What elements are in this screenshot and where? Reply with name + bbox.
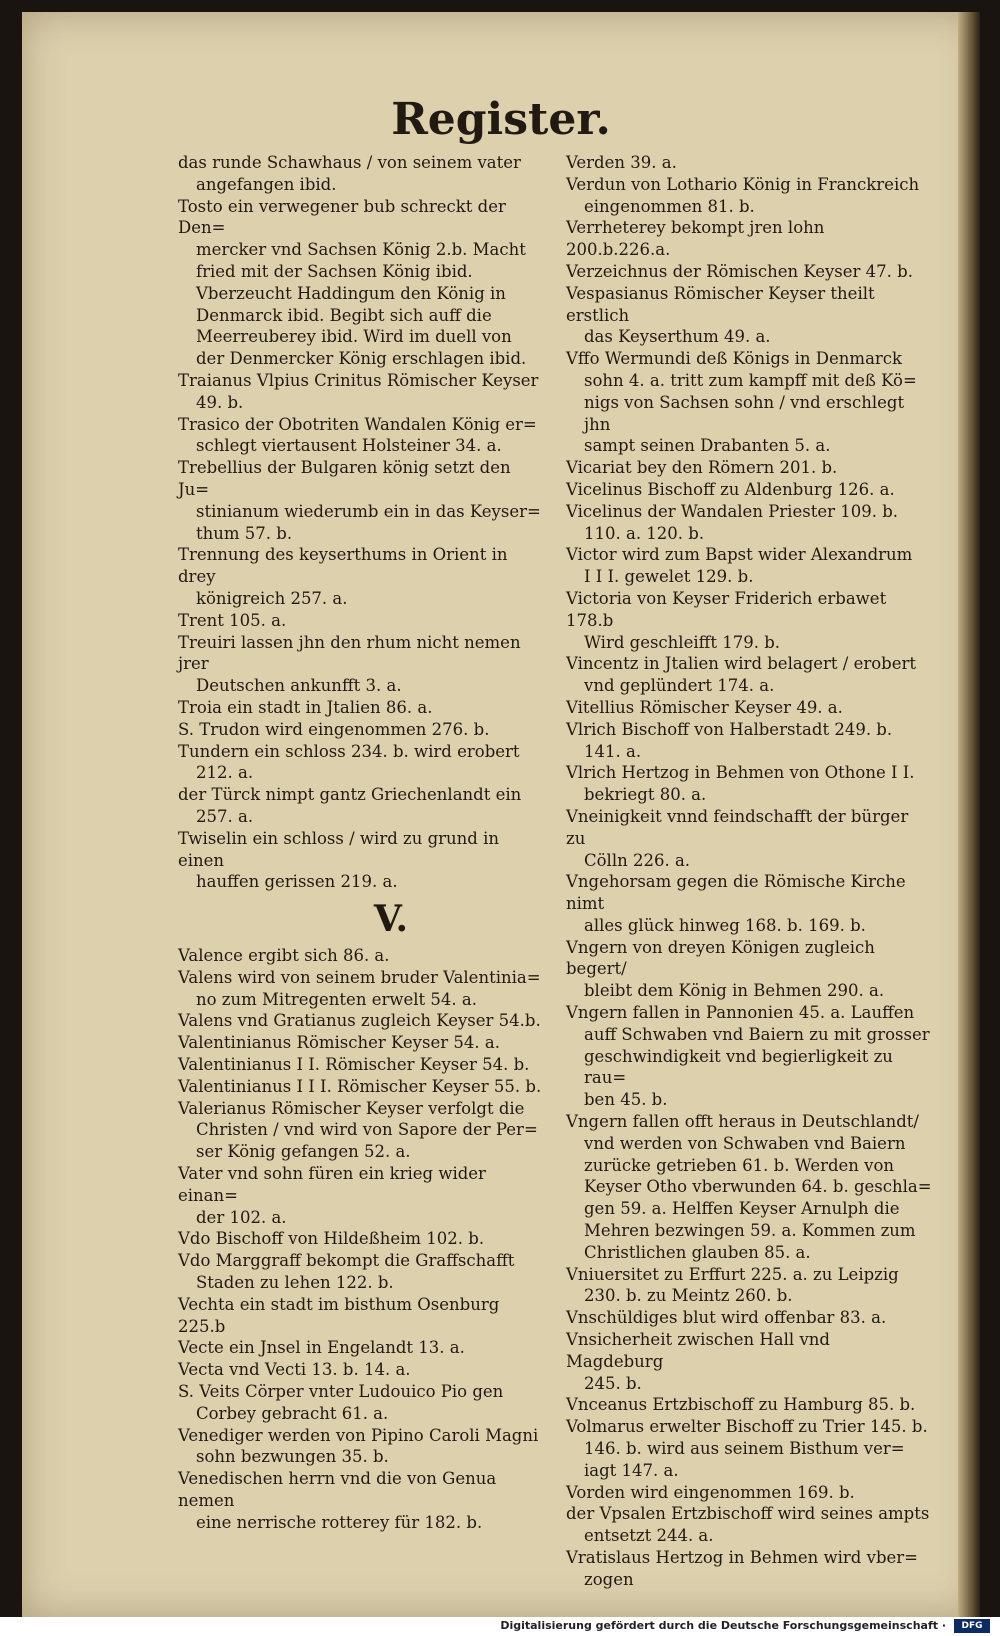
index-line: fried mit der Sachsen König ibid. [196, 261, 473, 281]
index-line: 230. b. zu Meintz 260. b. [584, 1286, 793, 1306]
index-line: Mehren bezwingen 59. a. Kommen zum [584, 1221, 916, 1241]
index-line: schlegt viertausent Holsteiner 34. a. [196, 436, 502, 456]
index-line: Trasico der Obotriten Wandalen König er= [178, 414, 537, 434]
index-line: Valentinianus I I I. Römischer Keyser 55. b. [178, 1076, 542, 1096]
book-spine [958, 12, 980, 1617]
index-line: gen 59. a. Helffen Keyser Arnulph die [584, 1199, 900, 1219]
index-entry [566, 653, 932, 697]
index-line: Christen / vnd wird von Sapore der Per= [196, 1120, 538, 1140]
index-entry [178, 967, 544, 1011]
index-line: der Vpsalen Ertzbischoff wird seines ampts [566, 1504, 930, 1524]
index-line: Vnschüldiges blut wird offenbar 83. a. [566, 1308, 887, 1328]
index-entry [178, 1294, 544, 1338]
index-entry [178, 1163, 544, 1228]
index-line: Wird geschleifft 179. b. [584, 632, 781, 652]
footer-credit: Digitalisierung gefördert durch die Deutsche Forschungsgemeinschaft · [500, 1619, 946, 1632]
index-entry [178, 1425, 544, 1469]
footer-bar [0, 1617, 1000, 1636]
dfg-logo: DFG [954, 1619, 990, 1633]
index-line: Victoria von Keyser Friderich erbawet 178.b [566, 588, 887, 630]
index-line: thum 57. b. [196, 523, 293, 543]
index-entry [566, 174, 932, 218]
index-line: 110. a. 120. b. [584, 523, 705, 543]
index-line: Tosto ein verwegener bub schreckt der Den= [178, 196, 506, 238]
index-line: der 102. a. [196, 1207, 287, 1227]
index-line: Victor wird zum Bapst wider Alexandrum [566, 545, 913, 565]
index-entry [178, 414, 544, 458]
index-entry [178, 1098, 544, 1163]
index-line: Vechta ein stadt im bisthum Osenburg 225.b [178, 1294, 500, 1336]
index-entry [178, 1076, 544, 1098]
index-line: 245. b. [584, 1373, 642, 1393]
index-line: geschwindigkeit vnd begierligkeit zu rau= [584, 1046, 893, 1088]
index-entry [178, 544, 544, 609]
index-entry [566, 1002, 932, 1111]
index-line: 141. a. [584, 741, 642, 761]
index-line: Corbey gebracht 61. a. [196, 1403, 389, 1423]
index-entry [178, 610, 544, 632]
index-line: auff Schwaben vnd Baiern zu mit grosser [584, 1024, 930, 1044]
index-entry [178, 1468, 544, 1533]
page-title: Register. [391, 94, 611, 145]
index-entry [566, 762, 932, 806]
index-line: Deutschen ankunfft 3. a. [196, 676, 402, 696]
index-entry [566, 937, 932, 1002]
index-line: Vnceanus Ertzbischoff zu Hamburg 85. b. [566, 1395, 916, 1415]
index-entry [566, 479, 932, 501]
index-line: Vdo Bischoff von Hildeßheim 102. b. [178, 1229, 485, 1249]
index-line: Vlrich Bischoff von Halberstadt 249. b. [566, 719, 893, 739]
index-line: Christlichen glauben 85. a. [584, 1242, 811, 1262]
index-entry [178, 719, 544, 741]
index-entry [178, 152, 544, 196]
index-line: Trennung des keyserthums in Orient in drey [178, 545, 508, 587]
index-line: Cölln 226. a. [584, 850, 691, 870]
index-entry [178, 457, 544, 544]
index-line: S. Trudon wird eingenommen 276. b. [178, 719, 490, 739]
index-entry [566, 1329, 932, 1394]
index-line: sohn 4. a. tritt zum kampff mit deß Kö= [584, 370, 917, 390]
index-line: Vincentz in Jtalien wird belagert / erobert [566, 654, 917, 674]
index-entry [178, 1010, 544, 1032]
index-entry [566, 152, 932, 174]
index-line: Vngern von dreyen Königen zugleich begert/ [566, 937, 875, 979]
index-entry [178, 1359, 544, 1381]
index-line: das Keyserthum 49. a. [584, 327, 771, 347]
index-line: Meerreuberey ibid. Wird im duell von [196, 327, 512, 347]
index-line: eingenommen 81. b. [584, 196, 755, 216]
index-line: bekriegt 80. a. [584, 785, 707, 805]
index-line: Trent 105. a. [178, 610, 287, 630]
index-entry [178, 1337, 544, 1359]
index-line: Vicariat bey den Römern 201. b. [566, 458, 838, 478]
index-entry [566, 1482, 932, 1504]
index-line: nigs von Sachsen sohn / vnd erschlegt jhn [584, 392, 905, 434]
index-entry [566, 217, 932, 261]
index-entry [566, 544, 932, 588]
index-line: sohn bezwungen 35. b. [196, 1447, 389, 1467]
index-line: Staden zu lehen 122. b. [196, 1273, 394, 1293]
index-line: mercker vnd Sachsen König 2.b. Macht [196, 240, 526, 260]
index-line: Valens wird von seinem bruder Valentinia= [178, 967, 541, 987]
index-entry [566, 1416, 932, 1481]
index-entry [178, 828, 544, 893]
index-entry [178, 1032, 544, 1054]
index-line: hauffen gerissen 219. a. [196, 872, 398, 892]
index-line: Twiselin ein schloss / wird zu grund in einen [178, 828, 499, 870]
left-column [178, 152, 544, 1534]
index-line: Valerianus Römischer Keyser verfolgt die [178, 1098, 525, 1118]
index-line: Valentinianus I I. Römischer Keyser 54. b. [178, 1055, 530, 1075]
index-entry [566, 457, 932, 479]
index-line: Vater vnd sohn füren ein krieg wider einan= [178, 1164, 486, 1205]
section-letter: V. [373, 898, 409, 941]
index-line: Venedischen herrn vnd die von Genua nemen [178, 1469, 497, 1511]
index-entry [178, 945, 544, 967]
index-line: no zum Mitregenten erwelt 54. a. [196, 989, 477, 1009]
index-entry [566, 697, 932, 719]
index-line: Verrheterey bekompt jren lohn 200.b.226.a. [566, 218, 825, 260]
index-line: der Denmercker König erschlagen ibid. [196, 349, 527, 369]
index-entry [566, 1111, 932, 1264]
index-line: Vngern fallen offt heraus in Deutschlandt/ [566, 1112, 919, 1132]
index-entry [566, 261, 932, 283]
index-line: Vngern fallen in Pannonien 45. a. Lauffen [566, 1003, 915, 1023]
index-entry [178, 632, 544, 697]
index-entry [566, 348, 932, 457]
index-entry [178, 1228, 544, 1250]
index-line: 257. a. [196, 806, 254, 826]
index-line: S. Veits Cörper vnter Ludouico Pio gen [178, 1382, 504, 1402]
index-line: vnd geplündert 174. a. [584, 676, 775, 696]
index-entry [178, 741, 544, 785]
index-line: Vberzeucht Haddingum den König in [196, 283, 506, 303]
index-line: Verden 39. a. [566, 153, 677, 172]
index-line: der Türck nimpt gantz Griechenlandt ein [178, 785, 522, 805]
index-line: 212. a. [196, 763, 254, 783]
index-line: iagt 147. a. [584, 1460, 679, 1480]
index-line: Vnsicherheit zwischen Hall vnd Magdeburg [566, 1330, 830, 1371]
index-line: Denmarck ibid. Begibt sich auff die [196, 305, 492, 325]
index-entry [178, 1054, 544, 1076]
index-line: Vniuersitet zu Erffurt 225. a. zu Leipzig [566, 1264, 899, 1284]
index-line: Valens vnd Gratianus zugleich Keyser 54.b. [178, 1011, 541, 1031]
index-line: angefangen ibid. [196, 174, 337, 194]
index-line: alles glück hinweg 168. b. 169. b. [584, 915, 866, 935]
index-entry [566, 1264, 932, 1308]
index-line: 49. b. [196, 392, 244, 412]
index-entry [566, 283, 932, 348]
index-line: eine nerrische rotterey für 182. b. [196, 1512, 483, 1532]
book-page [22, 12, 980, 1617]
index-line: entsetzt 244. a. [584, 1526, 714, 1546]
index-line: Tundern ein schloss 234. b. wird erobert [178, 741, 520, 761]
index-entry [178, 1381, 544, 1425]
index-line: Venediger werden von Pipino Caroli Magni [178, 1425, 539, 1445]
index-entry [566, 588, 932, 653]
right-column [566, 152, 932, 1591]
index-line: zurücke getrieben 61. b. Werden von [584, 1155, 895, 1175]
index-line: Vicelinus Bischoff zu Aldenburg 126. a. [566, 479, 895, 499]
index-line: 146. b. wird aus seinem Bisthum ver= [584, 1439, 905, 1459]
index-entry [178, 1250, 544, 1294]
index-line: Volmarus erwelter Bischoff zu Trier 145. b. [566, 1417, 928, 1437]
index-line: Vecta vnd Vecti 13. b. 14. a. [178, 1360, 411, 1380]
index-line: Verzeichnus der Römischen Keyser 47. b. [566, 261, 913, 281]
index-line: ben 45. b. [584, 1090, 668, 1110]
index-line: Troia ein stadt in Jtalien 86. a. [178, 697, 433, 717]
index-line: I I I. gewelet 129. b. [584, 567, 754, 587]
index-line: Vorden wird eingenommen 169. b. [566, 1482, 855, 1502]
index-line: Vngehorsam gegen die Römische Kirche nimt [566, 872, 906, 914]
index-line: Vratislaus Hertzog in Behmen wird vber= [566, 1548, 918, 1567]
index-line: zogen [584, 1569, 634, 1589]
index-line: Valence ergibt sich 86. a. [178, 946, 390, 966]
index-entry [178, 370, 544, 414]
index-line: Vicelinus der Wandalen Priester 109. b. [566, 501, 899, 521]
index-entry [566, 719, 932, 763]
index-line: Vecte ein Jnsel in Engelandt 13. a. [178, 1338, 465, 1358]
index-line: Vitellius Römischer Keyser 49. a. [566, 697, 843, 717]
index-line: Treuiri lassen jhn den rhum nicht nemen jrer [178, 632, 521, 674]
index-line: ser König gefangen 52. a. [196, 1142, 411, 1162]
index-line: bleibt dem König in Behmen 290. a. [584, 981, 885, 1001]
index-entry [566, 806, 932, 871]
index-line: das runde Schawhaus / von seinem vater [178, 153, 521, 172]
index-line: Vneinigkeit vnnd feindschafft der bürger zu [566, 806, 909, 848]
index-line: Vffo Wermundi deß Königs in Denmarck [566, 349, 903, 369]
index-line: stinianum wiederumb ein in das Keyser= [196, 501, 541, 521]
index-entry [566, 1307, 932, 1329]
index-line: Vespasianus Römischer Keyser theilt erstlich [566, 283, 875, 325]
index-entry [566, 871, 932, 936]
index-entry [566, 501, 932, 545]
index-line: Valentinianus Römischer Keyser 54. a. [178, 1033, 500, 1053]
index-line: königreich 257. a. [196, 588, 348, 608]
index-line: sampt seinen Drabanten 5. a. [584, 436, 831, 456]
index-line: Keyser Otho vberwunden 64. b. geschla= [584, 1177, 932, 1197]
index-line: Verdun von Lothario König in Franckreich [566, 174, 920, 194]
index-line: Traianus Vlpius Crinitus Römischer Keyser [178, 370, 539, 390]
index-entry [178, 784, 544, 828]
index-line: vnd werden von Schwaben vnd Baiern [584, 1133, 906, 1153]
index-entry [566, 1503, 932, 1547]
index-entry [178, 196, 544, 370]
index-line: Vdo Marggraff bekompt die Graffschafft [178, 1251, 515, 1271]
index-line: Trebellius der Bulgaren könig setzt den Ju= [178, 458, 511, 499]
index-entry [178, 697, 544, 719]
index-entry [566, 1547, 932, 1591]
index-line: Vlrich Hertzog in Behmen von Othone I I. [566, 763, 915, 783]
index-entry [566, 1394, 932, 1416]
